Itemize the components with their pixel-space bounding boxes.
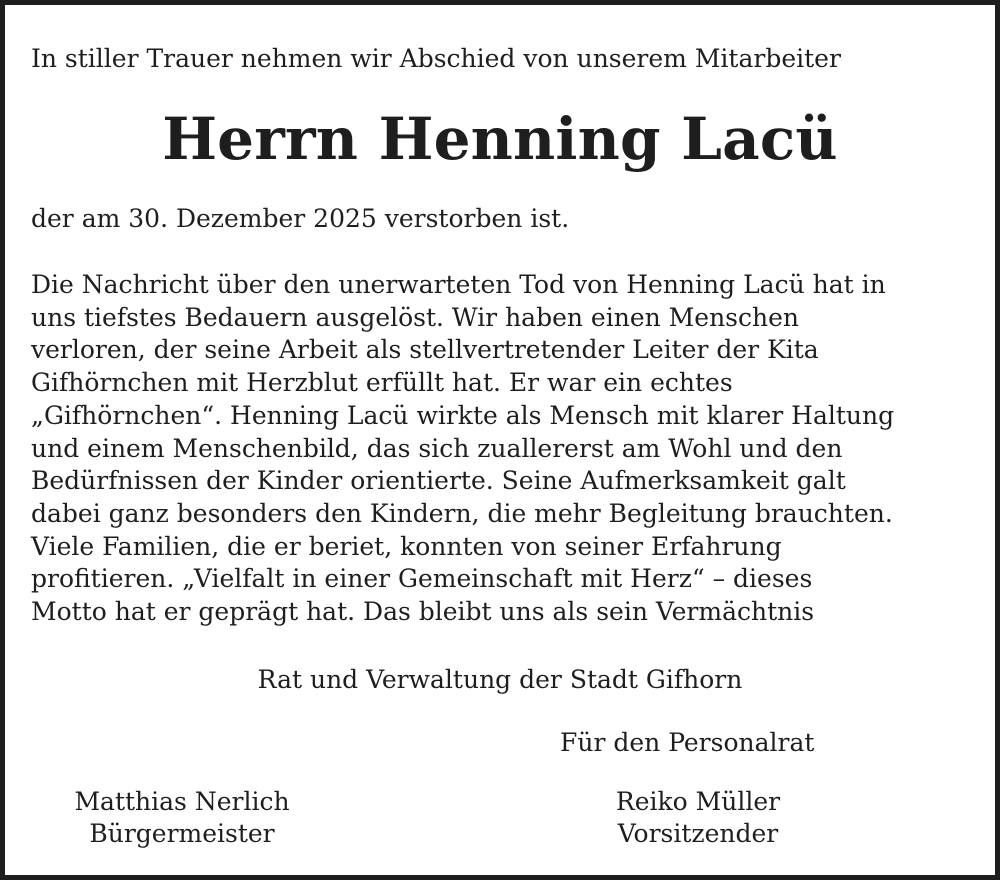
- intro-text: In stiller Trauer nehmen wir Abschied von unserem Mitarbeiter: [31, 44, 841, 73]
- signatory-name: Matthias Nerlich: [74, 787, 290, 816]
- tribute-line: dabei ganz besonders den Kindern, die mehr Begleitung brauchten.: [31, 498, 893, 528]
- council-line: Rat und Verwaltung der Stadt Gifhorn: [257, 665, 743, 694]
- signature-chair: [548, 786, 848, 850]
- tribute-line: Bedürfnissen der Kinder orientierte. Seine Aufmerksamkeit galt: [31, 466, 846, 496]
- death-date-text: der am 30. Dezember 2025 verstorben ist.: [31, 204, 570, 233]
- signatory-role: Bürgermeister: [89, 819, 275, 848]
- signatory-name: Reiko Müller: [615, 787, 781, 816]
- tribute-line: und einem Menschenbild, das sich zuallererst am Wohl und den: [31, 433, 843, 463]
- tribute-line: Gifhörnchen mit Herzblut erfüllt hat. Er war ein echtes: [31, 368, 733, 398]
- tribute-line: verloren, der seine Arbeit als stellvertretender Leiter der Kita: [31, 335, 819, 365]
- personnel-council-line: Für den Personalrat: [560, 728, 815, 757]
- tribute-line: Viele Familien, die er beriet, konnten von seiner Erfahrung: [31, 531, 782, 561]
- tribute-line: Die Nachricht über den unerwarteten Tod von Henning Lacü hat in: [31, 270, 886, 299]
- tribute-line: „Gifhörnchen“. Henning Lacü wirkte als Mensch mit klarer Haltung: [31, 400, 895, 430]
- deceased-name: Herrn Henning Lacü: [162, 105, 838, 173]
- tribute-paragraph: [31, 269, 894, 629]
- tribute-line: profitieren. „Vielfalt in einer Gemeinschaft mit Herz“ – dieses: [31, 564, 813, 594]
- signatory-role: Vorsitzender: [617, 819, 779, 848]
- tribute-line: Motto hat er geprägt hat. Das bleibt uns als sein Vermächtnis: [31, 597, 815, 627]
- tribute-line: uns tiefstes Bedauern ausgelöst. Wir haben einen Menschen: [31, 302, 799, 332]
- signature-mayor: [32, 786, 332, 850]
